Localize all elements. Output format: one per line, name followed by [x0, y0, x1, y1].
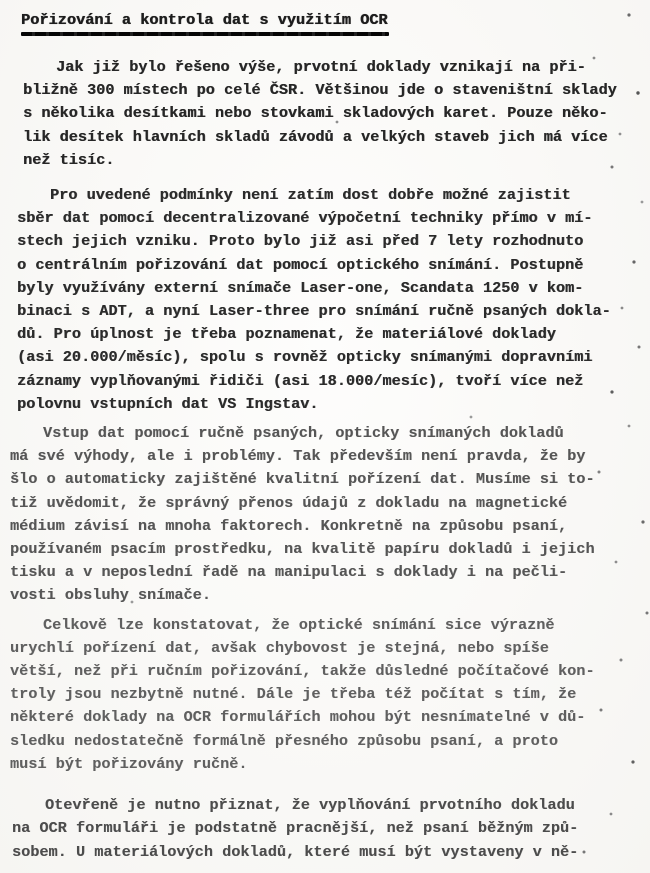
- title-block: [0, 0, 650, 36]
- text-line: některé doklady na OCR formulářích mohou být nesnímatelné v dů-: [10, 708, 586, 727]
- text-line: než tisíc.: [23, 150, 115, 169]
- text-line: záznamy vyplňovanými řidiči (asi 18.000/mesíc), tvoří více než: [17, 371, 584, 390]
- text-line: musí být pořizovány ručně.: [10, 754, 248, 773]
- text-line: sledku nedostatečně formálně přesného způsobu psaní, a proto: [10, 731, 559, 750]
- text-line: šlo o automaticky zajištěné kvalitní pořízení dat. Musíme si to-: [10, 470, 595, 489]
- text-line: sběr dat pomocí decentralizované výpočetní techniky přímo v mí-: [17, 209, 593, 228]
- text-line: sobem. U materiálových dokladů, které musí být vystaveny v ně-: [12, 842, 579, 861]
- title-underline: [21, 32, 389, 36]
- text-line: binaci s ADT, a nyní Laser-three pro snímání ručně psaných dokla-: [17, 302, 611, 321]
- text-line: bližně 300 místech po celé ČSR. Většinou jde o staveništní sklady: [23, 81, 617, 100]
- text-line: na OCR formuláři je podstatně pracnější, než psaní běžným způ-: [12, 819, 579, 838]
- text-line: byly využívány externí snímače Laser-one, Scandata 1250 v kom-: [17, 278, 584, 297]
- text-line: dů. Pro úplnost je třeba poznamenat, že materiálové doklady: [17, 325, 556, 344]
- text-line: větší, než při ručním pořizování, takže důsledné počítačové kon-: [10, 662, 595, 681]
- text-line: troly jsou nezbytně nutné. Dále je třeba též počítat s tím, že: [10, 685, 577, 704]
- text-line: Pro uvedené podmínky není zatím dost dobře možné zajistit: [50, 186, 571, 205]
- document-body: [0, 56, 650, 864]
- text-line: urychlí pořízení dat, avšak chybovost je stejná, nebo spíše: [10, 638, 549, 657]
- text-line: s několika desítkami nebo stovkami skladových karet. Pouze něko-: [23, 104, 608, 123]
- text-line: má své výhody, ale i problémy. Tak především není pravda, že by: [10, 447, 586, 466]
- paragraph: [0, 184, 650, 416]
- text-line: tiž uvědomit, že správný přenos údajů z dokladu na magnetické: [10, 493, 568, 512]
- paragraph: [0, 794, 650, 864]
- text-line: o centrálním pořizování dat pomocí optického snímání. Postupně: [17, 255, 584, 274]
- text-line: lik desítek hlavních skladů závodů a velkých staveb jich má více: [23, 127, 608, 146]
- text-line: Vstup dat pomocí ručně psaných, opticky snímaných dokladů: [43, 424, 564, 443]
- text-line: stech jejich vzniku. Proto bylo již asi před 7 lety rozhodnuto: [17, 232, 584, 251]
- text-line: médium závisí na mnoha faktorech. Konkretně na způsobu psaní,: [10, 516, 568, 535]
- text-line: vosti obsluhy snímače.: [10, 586, 211, 605]
- text-line: Celkově lze konstatovat, že optické snímání sice výrazně: [43, 615, 555, 634]
- text-line: Jak již bylo řešeno výše, prvotní doklady vznikají na při-: [56, 58, 586, 76]
- page-title: Pořizování a kontrola dat s využitím OCR: [21, 11, 388, 29]
- paragraph: [0, 422, 650, 608]
- text-line: používaném psacím prostředku, na kvalitě papíru dokladů i jejich: [10, 540, 595, 559]
- text-line: polovnu vstupních dat VS Ingstav.: [17, 394, 319, 413]
- text-line: Otevřeně je nutno přiznat, že vyplňování prvotního dokladu: [45, 796, 575, 815]
- text-line: (asi 20.000/měsíc), spolu s rovněž opticky snímanými dopravními: [17, 348, 593, 367]
- paragraph: [0, 56, 650, 172]
- paragraph: [0, 614, 650, 776]
- text-line: tisku a v neposlední řadě na manipulaci s doklady i na pečli-: [10, 563, 568, 582]
